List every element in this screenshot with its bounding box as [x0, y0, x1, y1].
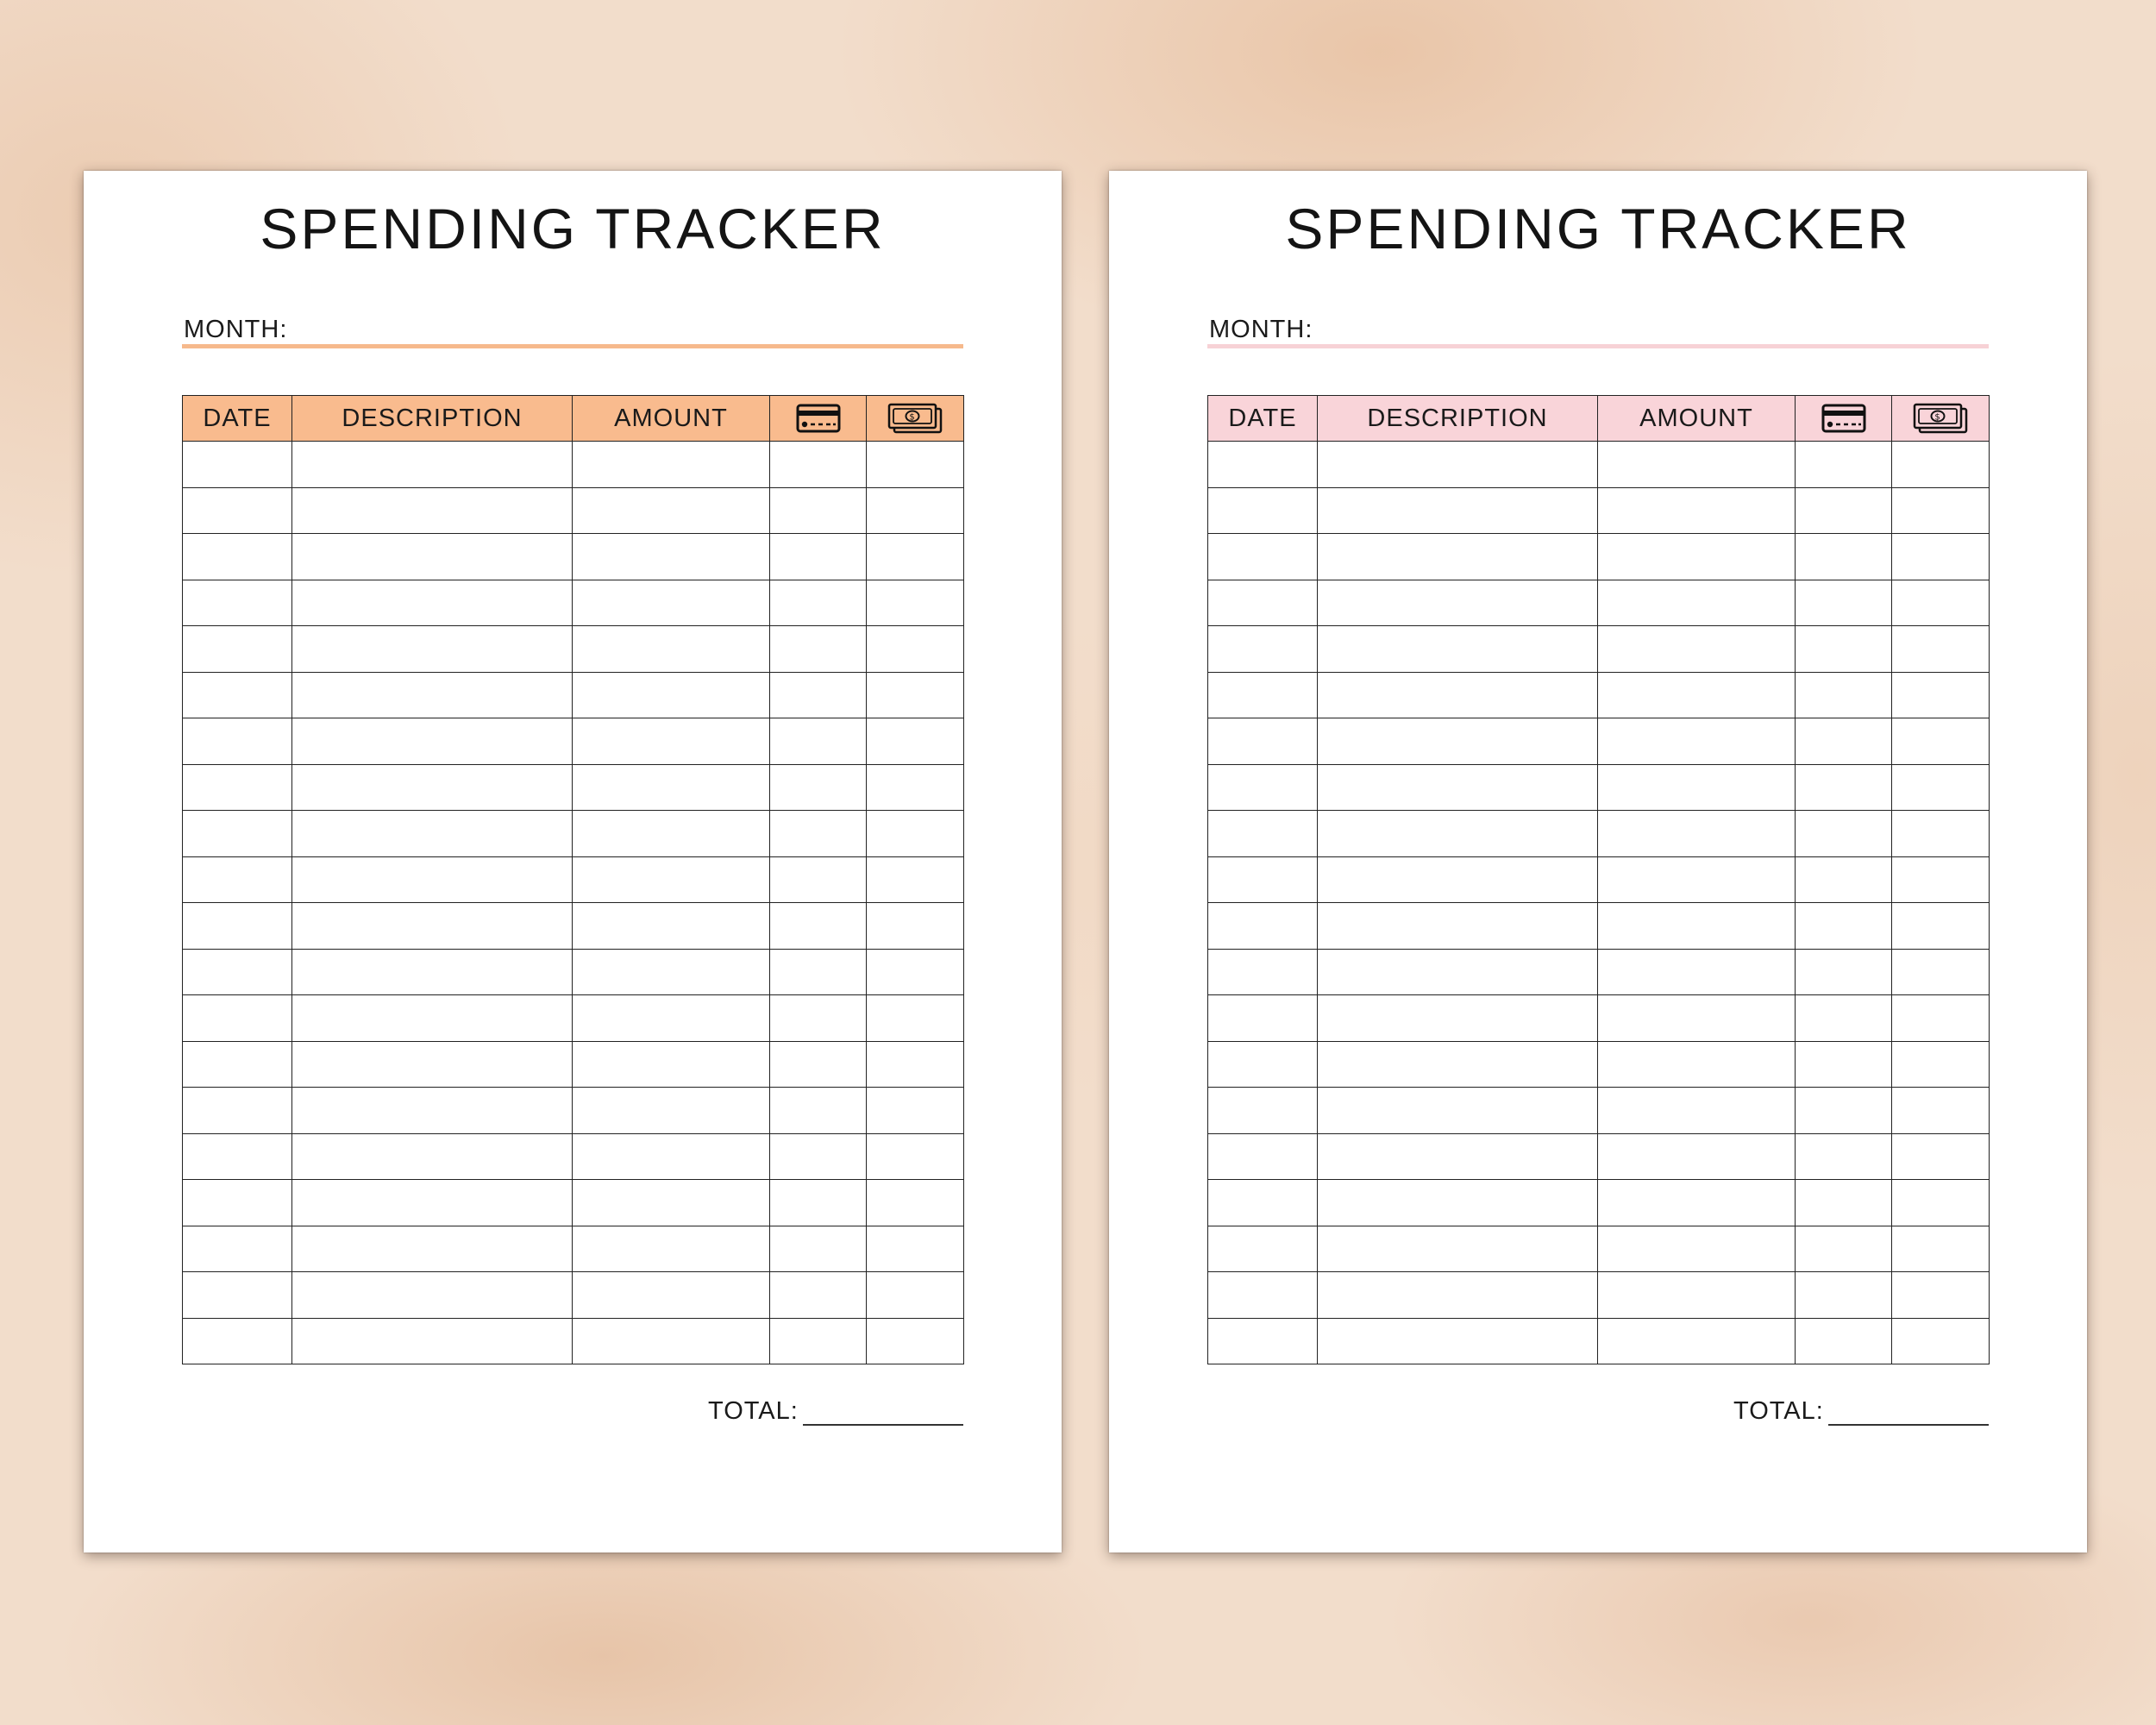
card-cell[interactable]: [770, 442, 867, 488]
card-cell[interactable]: [1796, 856, 1892, 903]
description-cell[interactable]: [1318, 1088, 1598, 1134]
card-cell[interactable]: [1796, 718, 1892, 765]
table-row: [1208, 1133, 1990, 1180]
column-header-date: DATE: [1208, 396, 1318, 442]
description-cell[interactable]: [1318, 1041, 1598, 1088]
month-input-line[interactable]: [1207, 344, 1989, 348]
table-row: [1208, 764, 1990, 811]
description-cell[interactable]: [292, 1318, 573, 1364]
amount-cell[interactable]: [573, 764, 770, 811]
table-row: [1208, 949, 1990, 995]
card-cell[interactable]: [1796, 626, 1892, 673]
amount-cell[interactable]: [1598, 626, 1796, 673]
cash-cell[interactable]: [1892, 534, 1990, 580]
amount-cell[interactable]: [1598, 442, 1796, 488]
date-cell[interactable]: [1208, 903, 1318, 950]
card-cell[interactable]: [770, 626, 867, 673]
date-cell[interactable]: [183, 764, 292, 811]
amount-cell[interactable]: [573, 718, 770, 765]
table-body: [1208, 442, 1990, 1364]
table-row: [1208, 1318, 1990, 1364]
description-cell[interactable]: [1318, 1180, 1598, 1226]
card-cell[interactable]: [1796, 487, 1892, 534]
amount-cell[interactable]: [1598, 764, 1796, 811]
date-cell[interactable]: [183, 856, 292, 903]
cash-cell[interactable]: [1892, 1272, 1990, 1319]
cash-cell[interactable]: [867, 626, 964, 673]
description-cell[interactable]: [1318, 856, 1598, 903]
amount-cell[interactable]: [573, 1272, 770, 1319]
cash-cell[interactable]: [867, 718, 964, 765]
description-cell[interactable]: [292, 1180, 573, 1226]
table-header-row: [1208, 396, 1990, 442]
date-cell[interactable]: [183, 811, 292, 857]
page-title: SPENDING TRACKER: [1285, 197, 1911, 260]
card-cell[interactable]: [770, 1272, 867, 1319]
cash-cell[interactable]: [867, 1180, 964, 1226]
description-cell[interactable]: [1318, 534, 1598, 580]
card-cell[interactable]: [770, 1318, 867, 1364]
cash-cell[interactable]: [1892, 995, 1990, 1042]
amount-cell[interactable]: [1598, 1272, 1796, 1319]
date-cell[interactable]: [1208, 718, 1318, 765]
table-row: [183, 903, 964, 950]
card-cell[interactable]: [1796, 764, 1892, 811]
description-cell[interactable]: [1318, 672, 1598, 718]
cash-cell[interactable]: [867, 1133, 964, 1180]
month-label: MONTH:: [184, 316, 288, 343]
amount-cell[interactable]: [1598, 1318, 1796, 1364]
card-cell[interactable]: [770, 718, 867, 765]
amount-cell[interactable]: [573, 534, 770, 580]
cash-cell[interactable]: [1892, 487, 1990, 534]
month-label: MONTH:: [1209, 316, 1313, 343]
amount-cell[interactable]: [1598, 949, 1796, 995]
table-row: [183, 672, 964, 718]
table-row: [1208, 903, 1990, 950]
spending-tracker-sheet-pink: [1109, 171, 2087, 1552]
table-row: [183, 856, 964, 903]
description-cell[interactable]: [1318, 487, 1598, 534]
card-cell[interactable]: [770, 949, 867, 995]
date-cell[interactable]: [183, 1318, 292, 1364]
cash-cell[interactable]: [1892, 1318, 1990, 1364]
card-cell[interactable]: [770, 903, 867, 950]
cash-cell[interactable]: [867, 580, 964, 626]
amount-cell[interactable]: [573, 672, 770, 718]
cash-cell[interactable]: [1892, 1180, 1990, 1226]
amount-cell[interactable]: [573, 580, 770, 626]
card-cell[interactable]: [770, 580, 867, 626]
card-cell[interactable]: [1796, 534, 1892, 580]
table-row: [1208, 534, 1990, 580]
cash-cell[interactable]: [1892, 626, 1990, 673]
description-cell[interactable]: [292, 1226, 573, 1272]
amount-cell[interactable]: [1598, 718, 1796, 765]
cash-cell[interactable]: [1892, 949, 1990, 995]
amount-cell[interactable]: [573, 903, 770, 950]
cash-bill-icon: [887, 403, 943, 434]
date-cell[interactable]: [183, 580, 292, 626]
card-cell[interactable]: [1796, 1272, 1892, 1319]
description-cell[interactable]: [1318, 903, 1598, 950]
card-cell[interactable]: [1796, 442, 1892, 488]
table-row: [1208, 856, 1990, 903]
table-row: [183, 580, 964, 626]
table-row: [183, 764, 964, 811]
date-cell[interactable]: [183, 718, 292, 765]
description-cell[interactable]: [292, 534, 573, 580]
card-cell[interactable]: [770, 764, 867, 811]
table-row: [183, 1272, 964, 1319]
description-cell[interactable]: [292, 949, 573, 995]
table-row: [1208, 811, 1990, 857]
date-cell[interactable]: [183, 534, 292, 580]
date-cell[interactable]: [183, 626, 292, 673]
column-header-amount: AMOUNT: [573, 396, 770, 442]
cash-bill-icon: [1913, 403, 1968, 434]
amount-cell[interactable]: [1598, 903, 1796, 950]
spending-table: [1207, 395, 1990, 1364]
amount-cell[interactable]: [1598, 487, 1796, 534]
credit-card-icon: [796, 404, 841, 433]
cash-cell[interactable]: [867, 949, 964, 995]
column-header-description: DESCRIPTION: [292, 396, 573, 442]
cash-cell[interactable]: [867, 903, 964, 950]
cash-cell[interactable]: [867, 1041, 964, 1088]
description-cell[interactable]: [292, 1272, 573, 1319]
amount-cell[interactable]: [1598, 672, 1796, 718]
card-cell[interactable]: [1796, 1041, 1892, 1088]
cash-cell[interactable]: [1892, 856, 1990, 903]
column-header-cash: [1892, 396, 1990, 442]
card-cell[interactable]: [1796, 1133, 1892, 1180]
credit-card-icon: [1821, 404, 1866, 433]
table-header-row: [183, 396, 964, 442]
description-cell[interactable]: [1318, 442, 1598, 488]
amount-cell[interactable]: [1598, 1041, 1796, 1088]
cash-cell[interactable]: [867, 1226, 964, 1272]
table-row: [1208, 718, 1990, 765]
date-cell[interactable]: [1208, 1180, 1318, 1226]
date-cell[interactable]: [1208, 764, 1318, 811]
cash-cell[interactable]: [1892, 1133, 1990, 1180]
table-row: [183, 718, 964, 765]
description-cell[interactable]: [1318, 811, 1598, 857]
date-cell[interactable]: [183, 1088, 292, 1134]
cash-cell[interactable]: [867, 442, 964, 488]
cash-cell[interactable]: [1892, 718, 1990, 765]
amount-cell[interactable]: [573, 1318, 770, 1364]
amount-cell[interactable]: [573, 995, 770, 1042]
card-cell[interactable]: [1796, 1088, 1892, 1134]
amount-cell[interactable]: [1598, 1088, 1796, 1134]
table-row: [1208, 1226, 1990, 1272]
date-cell[interactable]: [183, 1041, 292, 1088]
date-cell[interactable]: [1208, 626, 1318, 673]
description-cell[interactable]: [1318, 1226, 1598, 1272]
cash-cell[interactable]: [1892, 764, 1990, 811]
page-title: SPENDING TRACKER: [260, 197, 886, 260]
card-cell[interactable]: [1796, 903, 1892, 950]
amount-cell[interactable]: [1598, 580, 1796, 626]
table-row: [183, 1180, 964, 1226]
table-row: [183, 442, 964, 488]
cash-cell[interactable]: [867, 811, 964, 857]
amount-cell[interactable]: [1598, 995, 1796, 1042]
amount-cell[interactable]: [573, 1226, 770, 1272]
table-row: [183, 995, 964, 1042]
description-cell[interactable]: [1318, 764, 1598, 811]
card-cell[interactable]: [1796, 1180, 1892, 1226]
month-input-line[interactable]: [182, 344, 963, 348]
date-cell[interactable]: [183, 995, 292, 1042]
description-cell[interactable]: [292, 1133, 573, 1180]
cash-cell[interactable]: [867, 534, 964, 580]
table-row: [1208, 1041, 1990, 1088]
card-cell[interactable]: [770, 487, 867, 534]
date-cell[interactable]: [1208, 949, 1318, 995]
table-row: [183, 1133, 964, 1180]
cash-cell[interactable]: [1892, 1041, 1990, 1088]
amount-cell[interactable]: [1598, 534, 1796, 580]
date-cell[interactable]: [1208, 1133, 1318, 1180]
description-cell[interactable]: [1318, 580, 1598, 626]
amount-cell[interactable]: [573, 487, 770, 534]
cash-cell[interactable]: [867, 487, 964, 534]
date-cell[interactable]: [183, 1180, 292, 1226]
card-cell[interactable]: [770, 856, 867, 903]
cash-cell[interactable]: [867, 672, 964, 718]
amount-cell[interactable]: [573, 949, 770, 995]
date-cell[interactable]: [183, 1272, 292, 1319]
description-cell[interactable]: [292, 672, 573, 718]
table-row: [1208, 626, 1990, 673]
date-cell[interactable]: [183, 487, 292, 534]
date-cell[interactable]: [1208, 1318, 1318, 1364]
table-row: [1208, 1272, 1990, 1319]
card-cell[interactable]: [770, 995, 867, 1042]
amount-cell[interactable]: [573, 626, 770, 673]
description-cell[interactable]: [292, 856, 573, 903]
description-cell[interactable]: [1318, 1133, 1598, 1180]
date-cell[interactable]: [183, 949, 292, 995]
date-cell[interactable]: [183, 903, 292, 950]
date-cell[interactable]: [1208, 856, 1318, 903]
column-header-cash: [867, 396, 964, 442]
description-cell[interactable]: [1318, 949, 1598, 995]
column-header-card: [1796, 396, 1892, 442]
card-cell[interactable]: [770, 534, 867, 580]
cash-cell[interactable]: [867, 1272, 964, 1319]
table-row: [183, 1088, 964, 1134]
spending-tracker-sheet-orange: [84, 171, 1062, 1552]
amount-cell[interactable]: [573, 1180, 770, 1226]
amount-cell[interactable]: [1598, 811, 1796, 857]
date-cell[interactable]: [183, 1226, 292, 1272]
description-cell[interactable]: [292, 995, 573, 1042]
card-cell[interactable]: [770, 672, 867, 718]
card-cell[interactable]: [1796, 580, 1892, 626]
amount-cell[interactable]: [573, 811, 770, 857]
table-body: [183, 442, 964, 1364]
cash-cell[interactable]: [867, 1088, 964, 1134]
date-cell[interactable]: [1208, 672, 1318, 718]
card-cell[interactable]: [1796, 1226, 1892, 1272]
date-cell[interactable]: [1208, 442, 1318, 488]
card-cell[interactable]: [1796, 811, 1892, 857]
date-cell[interactable]: [183, 442, 292, 488]
amount-cell[interactable]: [1598, 1180, 1796, 1226]
date-cell[interactable]: [1208, 1041, 1318, 1088]
card-cell[interactable]: [1796, 1318, 1892, 1364]
cash-cell[interactable]: [1892, 903, 1990, 950]
amount-cell[interactable]: [573, 856, 770, 903]
cash-cell[interactable]: [867, 764, 964, 811]
table-row: [183, 534, 964, 580]
amount-cell[interactable]: [573, 1041, 770, 1088]
amount-cell[interactable]: [1598, 1133, 1796, 1180]
amount-cell[interactable]: [573, 1133, 770, 1180]
description-cell[interactable]: [292, 487, 573, 534]
date-cell[interactable]: [1208, 811, 1318, 857]
card-cell[interactable]: [1796, 672, 1892, 718]
description-cell[interactable]: [292, 626, 573, 673]
table-row: [1208, 672, 1990, 718]
date-cell[interactable]: [183, 1133, 292, 1180]
table-row: [1208, 442, 1990, 488]
total-input-line[interactable]: [803, 1424, 963, 1426]
description-cell[interactable]: [292, 811, 573, 857]
date-cell[interactable]: [1208, 1226, 1318, 1272]
card-cell[interactable]: [770, 1041, 867, 1088]
column-header-date: DATE: [183, 396, 292, 442]
date-cell[interactable]: [1208, 1272, 1318, 1319]
cash-cell[interactable]: [867, 856, 964, 903]
amount-cell[interactable]: [1598, 856, 1796, 903]
table-row: [1208, 487, 1990, 534]
description-cell[interactable]: [292, 764, 573, 811]
amount-cell[interactable]: [573, 1088, 770, 1134]
column-header-amount: AMOUNT: [1598, 396, 1796, 442]
total-input-line[interactable]: [1828, 1424, 1989, 1426]
description-cell[interactable]: [292, 1088, 573, 1134]
table-row: [183, 1226, 964, 1272]
amount-cell[interactable]: [1598, 1226, 1796, 1272]
cash-cell[interactable]: [1892, 580, 1990, 626]
description-cell[interactable]: [1318, 626, 1598, 673]
card-cell[interactable]: [1796, 995, 1892, 1042]
description-cell[interactable]: [292, 442, 573, 488]
description-cell[interactable]: [1318, 1272, 1598, 1319]
total-label: TOTAL:: [1733, 1397, 1824, 1425]
date-cell[interactable]: [183, 672, 292, 718]
description-cell[interactable]: [1318, 718, 1598, 765]
table-row: [1208, 1180, 1990, 1226]
amount-cell[interactable]: [573, 442, 770, 488]
cash-cell[interactable]: [1892, 672, 1990, 718]
description-cell[interactable]: [292, 1041, 573, 1088]
cash-cell[interactable]: [1892, 442, 1990, 488]
card-cell[interactable]: [770, 1226, 867, 1272]
date-cell[interactable]: [1208, 534, 1318, 580]
description-cell[interactable]: [1318, 1318, 1598, 1364]
date-cell[interactable]: [1208, 1088, 1318, 1134]
table-row: [183, 626, 964, 673]
card-cell[interactable]: [770, 1180, 867, 1226]
table-row: [183, 811, 964, 857]
table-row: [183, 949, 964, 995]
card-cell[interactable]: [1796, 949, 1892, 995]
date-cell[interactable]: [1208, 580, 1318, 626]
table-row: [1208, 995, 1990, 1042]
cash-cell[interactable]: [867, 1318, 964, 1364]
table-row: [183, 1318, 964, 1364]
cash-cell[interactable]: [1892, 1226, 1990, 1272]
table-row: [1208, 1088, 1990, 1134]
table-row: [183, 487, 964, 534]
card-cell[interactable]: [770, 811, 867, 857]
description-cell[interactable]: [292, 903, 573, 950]
cash-cell[interactable]: [867, 995, 964, 1042]
card-cell[interactable]: [770, 1133, 867, 1180]
description-cell[interactable]: [292, 580, 573, 626]
description-cell[interactable]: [292, 718, 573, 765]
table-row: [1208, 580, 1990, 626]
column-header-description: DESCRIPTION: [1318, 396, 1598, 442]
description-cell[interactable]: [1318, 995, 1598, 1042]
spending-table: [182, 395, 964, 1364]
card-cell[interactable]: [770, 1088, 867, 1134]
date-cell[interactable]: [1208, 995, 1318, 1042]
cash-cell[interactable]: [1892, 1088, 1990, 1134]
column-header-card: [770, 396, 867, 442]
cash-cell[interactable]: [1892, 811, 1990, 857]
total-label: TOTAL:: [708, 1397, 799, 1425]
svg-text:$: $: [1934, 412, 1941, 423]
date-cell[interactable]: [1208, 487, 1318, 534]
svg-text:$: $: [909, 412, 916, 423]
table-row: [183, 1041, 964, 1088]
